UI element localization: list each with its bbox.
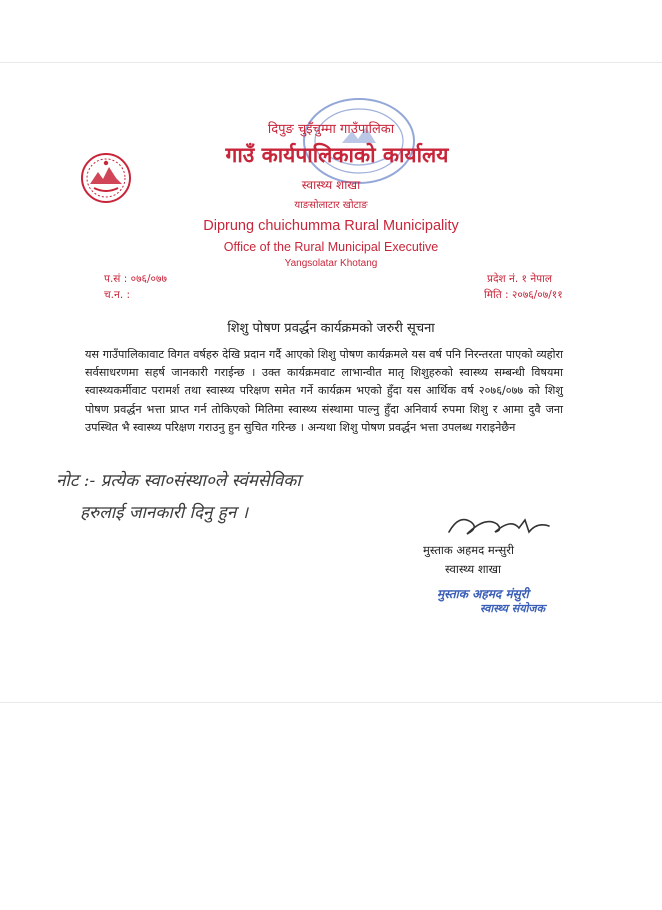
office-name-english: Office of the Rural Municipal Executive — [223, 240, 439, 254]
dispatch-number: च.न. : — [104, 289, 131, 301]
signatory-name: मुस्ताक अहमद मन्सुरी — [423, 543, 514, 557]
letter-number: प.सं : ०७६/०७७ — [104, 273, 167, 285]
location-english: Yangsolatar Khotang — [284, 258, 378, 269]
notice-body: यस गाउँपालिकावाट विगत वर्षहरु देखि प्रदान गर्दै आएको शिशु पोषण कार्यक्रमले यस वर्ष पनि निरन्तरता पाएको व्यहोरा सर्वसाधरणमा सहर्ष जानकारी गराईन्छ । उक्त कार्यक्रमवाट लाभान्वीत मातृ शिशुहरुको स्वास्थ्य सम्बन्धी विषयमा स्वास्थ्यकर्मीवाट परामर्श तथा स्वास्थ्य परिक्षण समेत गर्ने कार्यक्रम भएको हुँदा यस आर्थिक वर्ष २०७६/०७७ को शिशु पोषण प्रवर्द्धन भत्ता प्राप्त गर्न तोकिएको मितिमा स्वास्थ्य संस्थामा पाल्नु हुँदा अनिवार्य रुपमा शिशु र आमा दुवै जना उपस्थित भै स्वास्थ्य परिक्षण गराउनु हुन सुचित गरिन्छ । अन्यथा शिशु पोषण प्रवर्द्धन भत्ता उपलब्ध गराइनेछैन — [85, 348, 563, 434]
fold-line-bottom — [0, 702, 662, 703]
handwritten-note-line-2: हरुलाई जानकारी दिनु हुन । — [80, 503, 249, 523]
location-nepali: याङसोलाटार खोटाङ — [294, 200, 368, 211]
section-name-nepali: स्वास्थ्य शाखा — [301, 178, 361, 192]
municipality-name-english: Diprung chuichumma Rural Municipality — [203, 218, 459, 234]
province-label: प्रदेश नं. १ नेपाल — [487, 273, 552, 285]
office-name-nepali: गाउँ कार्यपालिकाको कार्यालय — [225, 143, 449, 167]
notice-subject: शिशु पोषण प्रवर्द्धन कार्यक्रमको जरुरी सूचना — [227, 321, 435, 336]
stamp-name: मुस्ताक अहमद मंसुरी — [437, 587, 529, 601]
municipality-name-nepali: दिपुङ चुइँचुम्मा गाउँपालिका — [267, 122, 395, 137]
signatory-section: स्वास्थ्य शाखा — [445, 562, 502, 576]
handwritten-note-line-1: नोट :- प्रत्येक स्वा०संस्था०ले स्वंमसेविका — [56, 471, 301, 491]
fold-line-top — [0, 62, 662, 63]
date-label: मिति : २०७६/०७/११ — [484, 289, 563, 301]
stamp-title: स्वास्थ्य संयोजक — [480, 602, 546, 615]
signature-icon — [445, 508, 555, 540]
